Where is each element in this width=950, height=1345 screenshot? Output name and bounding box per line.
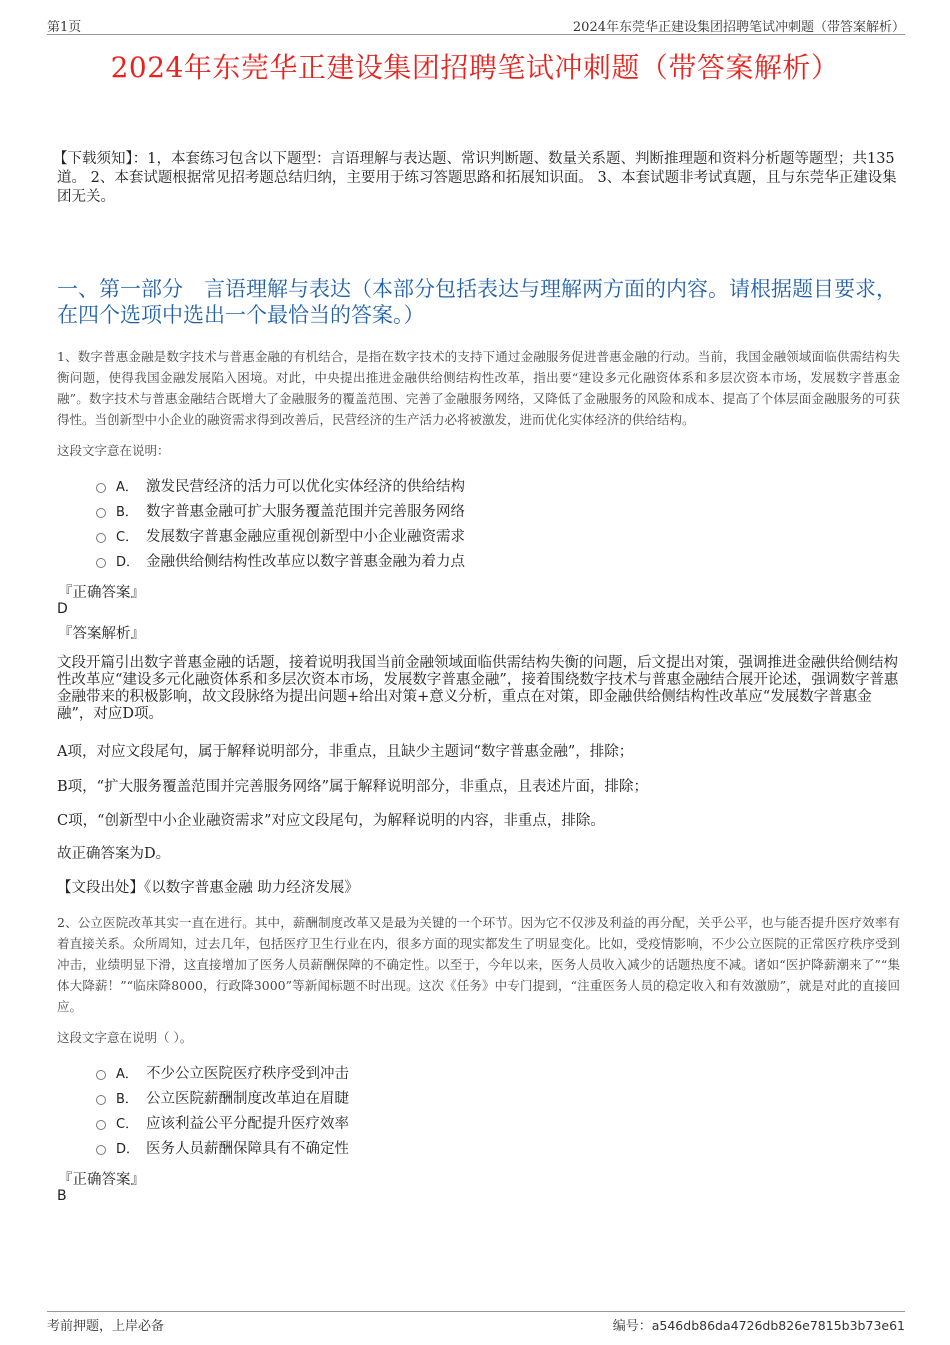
radio-button[interactable] bbox=[96, 483, 106, 493]
option-letter: B． bbox=[116, 1092, 138, 1107]
option-c[interactable] bbox=[96, 523, 465, 548]
header-doc-title: 2024年东莞华正建设集团招聘笔试冲刺题（带答案解析） bbox=[572, 20, 905, 35]
option-a[interactable] bbox=[96, 1060, 349, 1085]
document-id-label: 编号： bbox=[612, 1319, 652, 1334]
document-title: 2024年东莞华正建设集团招聘笔试冲刺题（带答案解析） bbox=[110, 51, 840, 84]
option-b[interactable] bbox=[96, 1085, 349, 1110]
option-letter: C． bbox=[116, 1117, 139, 1132]
footer-slogan: 考前押题，上岸必备 bbox=[47, 1319, 165, 1334]
option-letter: D． bbox=[116, 555, 140, 570]
question-1-options bbox=[96, 473, 465, 573]
option-b[interactable] bbox=[96, 498, 465, 523]
analysis-label: 『答案解析』 bbox=[58, 626, 145, 642]
question-2-prompt: 这段文字意在说明（ ）。 bbox=[57, 1030, 193, 1045]
correct-answer-label: 『正确答案』 bbox=[58, 1172, 145, 1188]
option-letter: A． bbox=[116, 1067, 138, 1082]
correct-answer: D bbox=[57, 601, 68, 617]
radio-button[interactable] bbox=[96, 1070, 106, 1080]
option-d[interactable] bbox=[96, 1135, 349, 1160]
option-text: 激发民营经济的活力可以优化实体经济的供给结构 bbox=[146, 479, 465, 495]
analysis-note-b: B项，“扩大服务覆盖范围并完善服务网络”属于解释说明部分，非重点，且表述片面，排除； bbox=[57, 779, 648, 795]
page-footer bbox=[47, 1311, 905, 1334]
correct-answer: B bbox=[57, 1188, 67, 1204]
question-2-text: 2、公立医院改革其实一直在进行。其中，薪酬制度改革又是最为关键的一个环节。因为它不仅涉及利益的再分配，关乎公平，也与能否提升医疗效率有着直接关系。众所周知，过去几年，包括医疗卫生行业在内，很多方面的现实都发生了明显变化。比如，受疫情影响，不少公立医院的正常医疗秩序受到冲击，业绩明显下滑，这直接增加了医务人员薪酬保障的不确定性。以至于，今年以来，医务人员收入减少的话题热度不减。诸如“医护降薪潮来了”“集体大降薪！”“临床降8000，行政降3000”等新闻标题不时出现。这次《任务》中专门提到，“注重医务人员的稳定收入和有效激励”，就是对此的直接回应。 bbox=[57, 915, 900, 1014]
page-header bbox=[47, 14, 905, 35]
document-id-value: a546db86da4726db826e7815b3b73e61 bbox=[651, 1318, 905, 1333]
download-notice: 【下载须知】：1，本套练习包含以下题型：言语理解与表达题、常识判断题、数量关系题、判断推理题和资料分析题等题型；共135道。 2、本套试题根据常见招考题总结归纳，主要用于练习答题思路和拓展知识面。 3、本套试题非考试真题，且与东莞华正建设集团无关。 bbox=[53, 151, 897, 205]
option-letter: C． bbox=[116, 530, 139, 545]
option-d[interactable] bbox=[96, 548, 465, 573]
page-number: 第1页 bbox=[47, 20, 82, 35]
option-a[interactable] bbox=[96, 473, 465, 498]
analysis-conclusion: 故正确答案为D。 bbox=[57, 846, 171, 862]
option-text: 不少公立医院医疗秩序受到冲击 bbox=[146, 1066, 349, 1082]
radio-button[interactable] bbox=[96, 533, 106, 543]
option-text: 发展数字普惠金融应重视创新型中小企业融资需求 bbox=[146, 529, 465, 545]
option-text: 数字普惠金融可扩大服务覆盖范围并完善服务网络 bbox=[146, 504, 465, 520]
option-c[interactable] bbox=[96, 1110, 349, 1135]
radio-button[interactable] bbox=[96, 508, 106, 518]
option-letter: D． bbox=[116, 1142, 140, 1157]
answer-analysis: 文段开篇引出数字普惠金融的话题，接着说明我国当前金融领域面临供需结构失衡的问题，后文提出对策，强调推进金融供给侧结构性改革应“建设多元化融资体系和多层次资本市场，发展数字普惠金融”，接着围绕数字技术与普惠金融结合展开论述，强调数字普惠金融带来的积极影响，故文段脉络为提出问题+给出对策+意义分析，重点在对策，即金融供给侧结构性改革应“发展数字普惠金融”，对应D项。 bbox=[57, 655, 899, 722]
document-id bbox=[613, 1315, 905, 1334]
option-text: 医务人员薪酬保障具有不确定性 bbox=[146, 1141, 349, 1157]
radio-button[interactable] bbox=[96, 558, 106, 568]
question-1-text: 1、数字普惠金融是数字技术与普惠金融的有机结合，是指在数字技术的支持下通过金融服务促进普惠金融的行动。当前，我国金融领域面临供需结构失衡问题，使得我国金融发展陷入困境。对此，中央提出推进金融供给侧结构性改革，指出要“建设多元化融资体系和多层次资本市场，发展数字普惠金融”。数字技术与普惠金融结合既增大了金融服务的覆盖范围、完善了金融服务网络，又降低了金融服务的风险和成本、提高了个体层面金融服务的可获得性。当创新型中小企业的融资需求得到改善后，民营经济的生产活力必将被激发，进而优化实体经济的供给结构。 bbox=[57, 349, 900, 427]
question-1-prompt: 这段文字意在说明： bbox=[57, 443, 170, 458]
question-2-options bbox=[96, 1060, 349, 1160]
analysis-note-a: A项，对应文段尾句，属于解释说明部分，非重点，且缺少主题词“数字普惠金融”，排除； bbox=[57, 744, 634, 760]
section-title: 一、第一部分 言语理解与表达（本部分包括表达与理解两方面的内容。请根据题目要求，在四个选项中选出一个最恰当的答案。） bbox=[57, 277, 897, 327]
option-letter: A． bbox=[116, 480, 138, 495]
text-source: 【文段出处】《以数字普惠金融 助力经济发展》 bbox=[57, 880, 359, 896]
radio-button[interactable] bbox=[96, 1095, 106, 1105]
radio-button[interactable] bbox=[96, 1120, 106, 1130]
analysis-note-c: C项，“创新型中小企业融资需求”对应文段尾句，为解释说明的内容，非重点，排除。 bbox=[57, 813, 605, 829]
option-text: 应该利益公平分配提升医疗效率 bbox=[146, 1116, 349, 1132]
radio-button[interactable] bbox=[96, 1145, 106, 1155]
option-text: 公立医院薪酬制度改革迫在眉睫 bbox=[146, 1091, 349, 1107]
option-text: 金融供给侧结构性改革应以数字普惠金融为着力点 bbox=[146, 554, 465, 570]
correct-answer-label: 『正确答案』 bbox=[58, 585, 145, 601]
option-letter: B． bbox=[116, 505, 138, 520]
